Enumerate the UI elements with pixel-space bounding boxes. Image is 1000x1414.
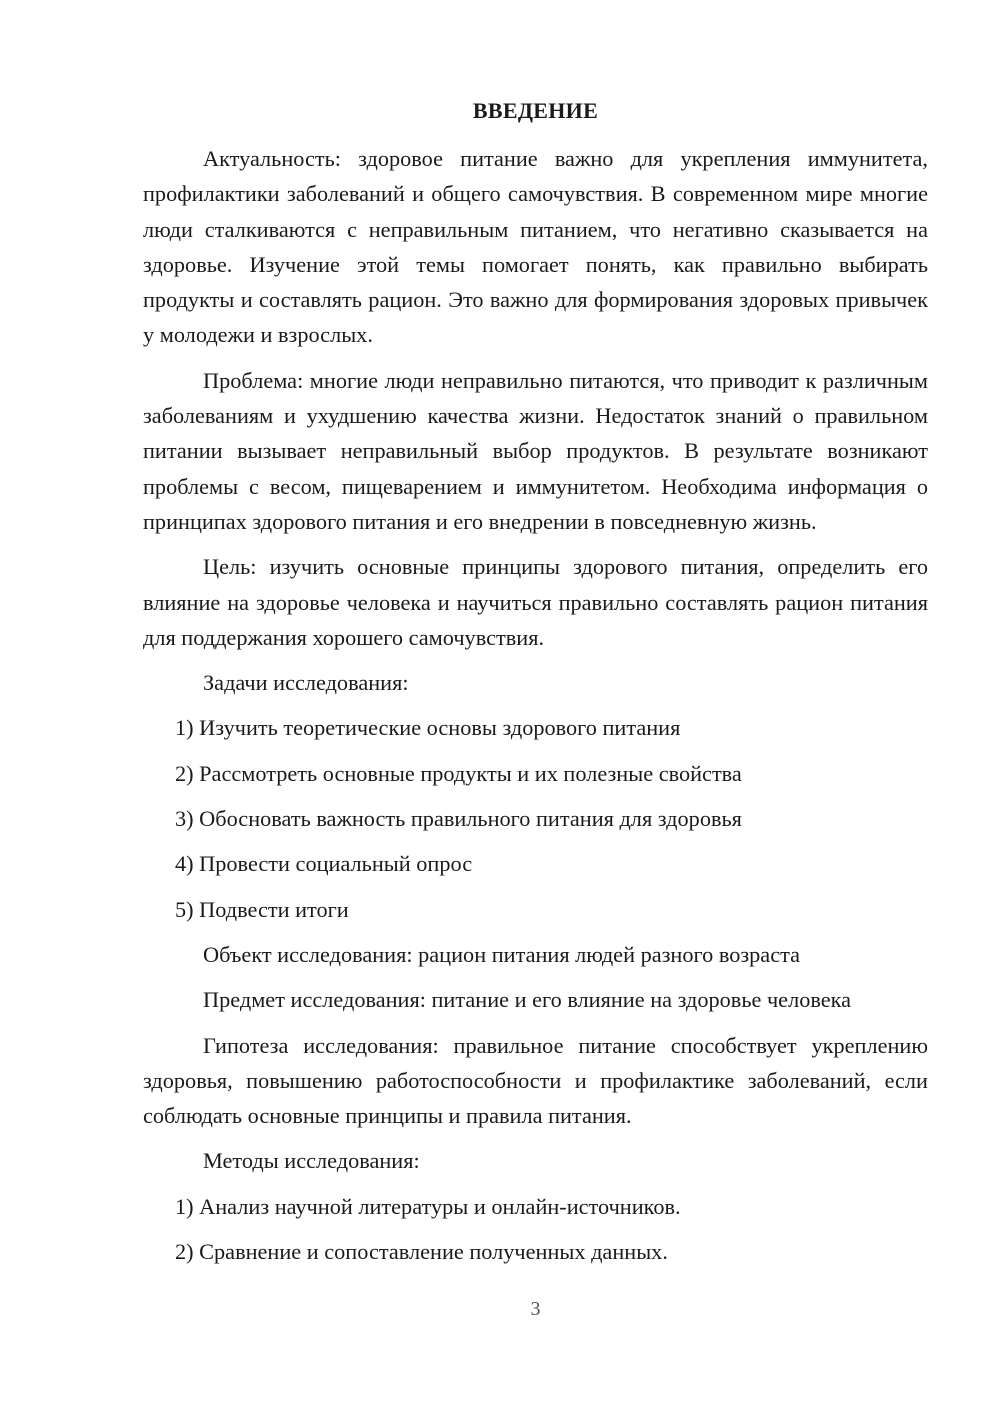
task-item-1: 1) Изучить теоретические основы здорового питания [175, 715, 681, 741]
task-item-5: 5) Подвести итоги [175, 896, 349, 922]
task-item-4: 4) Провести социальный опрос [175, 851, 473, 877]
hypothesis-paragraph: Гипотеза исследования: правильное питание способствует укреплению здоровья, повышению работоспособности и профилактике заболеваний, если соблюдать основные принципы и правила питания. [143, 1032, 928, 1129]
method-item-1: 1) Анализ научной литературы и онлайн-источников. [175, 1193, 681, 1219]
method-item-2: 2) Сравнение и сопоставление полученных данных. [175, 1239, 668, 1265]
task-item-2: 2) Рассмотреть основные продукты и их полезные свойства [175, 760, 742, 786]
relevance-paragraph: Актуальность: здоровое питание важно для укрепления иммунитета, профилактики заболеваний и общего самочувствия. В современном мире многие люди сталкиваются с неправильным питанием, что негативно сказывается на здоровье. Изучение этой темы помогает понять, как правильно выбирать продукты и составлять рацион. Это важно для формирования здоровых привычек у молодежи и взрослых. [143, 146, 928, 348]
document-page [143, 96, 928, 1279]
research-object: Объект исследования: рацион питания людей разного возраста [203, 941, 801, 967]
page-number: 3 [530, 1298, 541, 1320]
task-item-3: 3) Обосновать важность правильного питания для здоровья [175, 806, 742, 832]
section-title: ВВЕДЕНИЕ [472, 98, 599, 123]
tasks-heading: Задачи исследования: [203, 670, 409, 696]
problem-paragraph: Проблема: многие люди неправильно питаются, что приводит к различным заболеваниям и ухудшению качества жизни. Недостаток знаний о правильном питании вызывает неправильный выбор продуктов. В результате возникают проблемы с весом, пищеварением и иммунитетом. Необходима информация о принципах здорового питания и его внедрении в повседневную жизнь. [143, 367, 928, 534]
goal-paragraph: Цель: изучить основные принципы здорового питания, определить его влияние на здоровье человека и научиться правильно составлять рацион питания для поддержания хорошего самочувствия. [143, 554, 928, 650]
research-subject: Предмет исследования: питание и его влияние на здоровье человека [203, 987, 852, 1013]
methods-heading: Методы исследования: [203, 1148, 420, 1174]
